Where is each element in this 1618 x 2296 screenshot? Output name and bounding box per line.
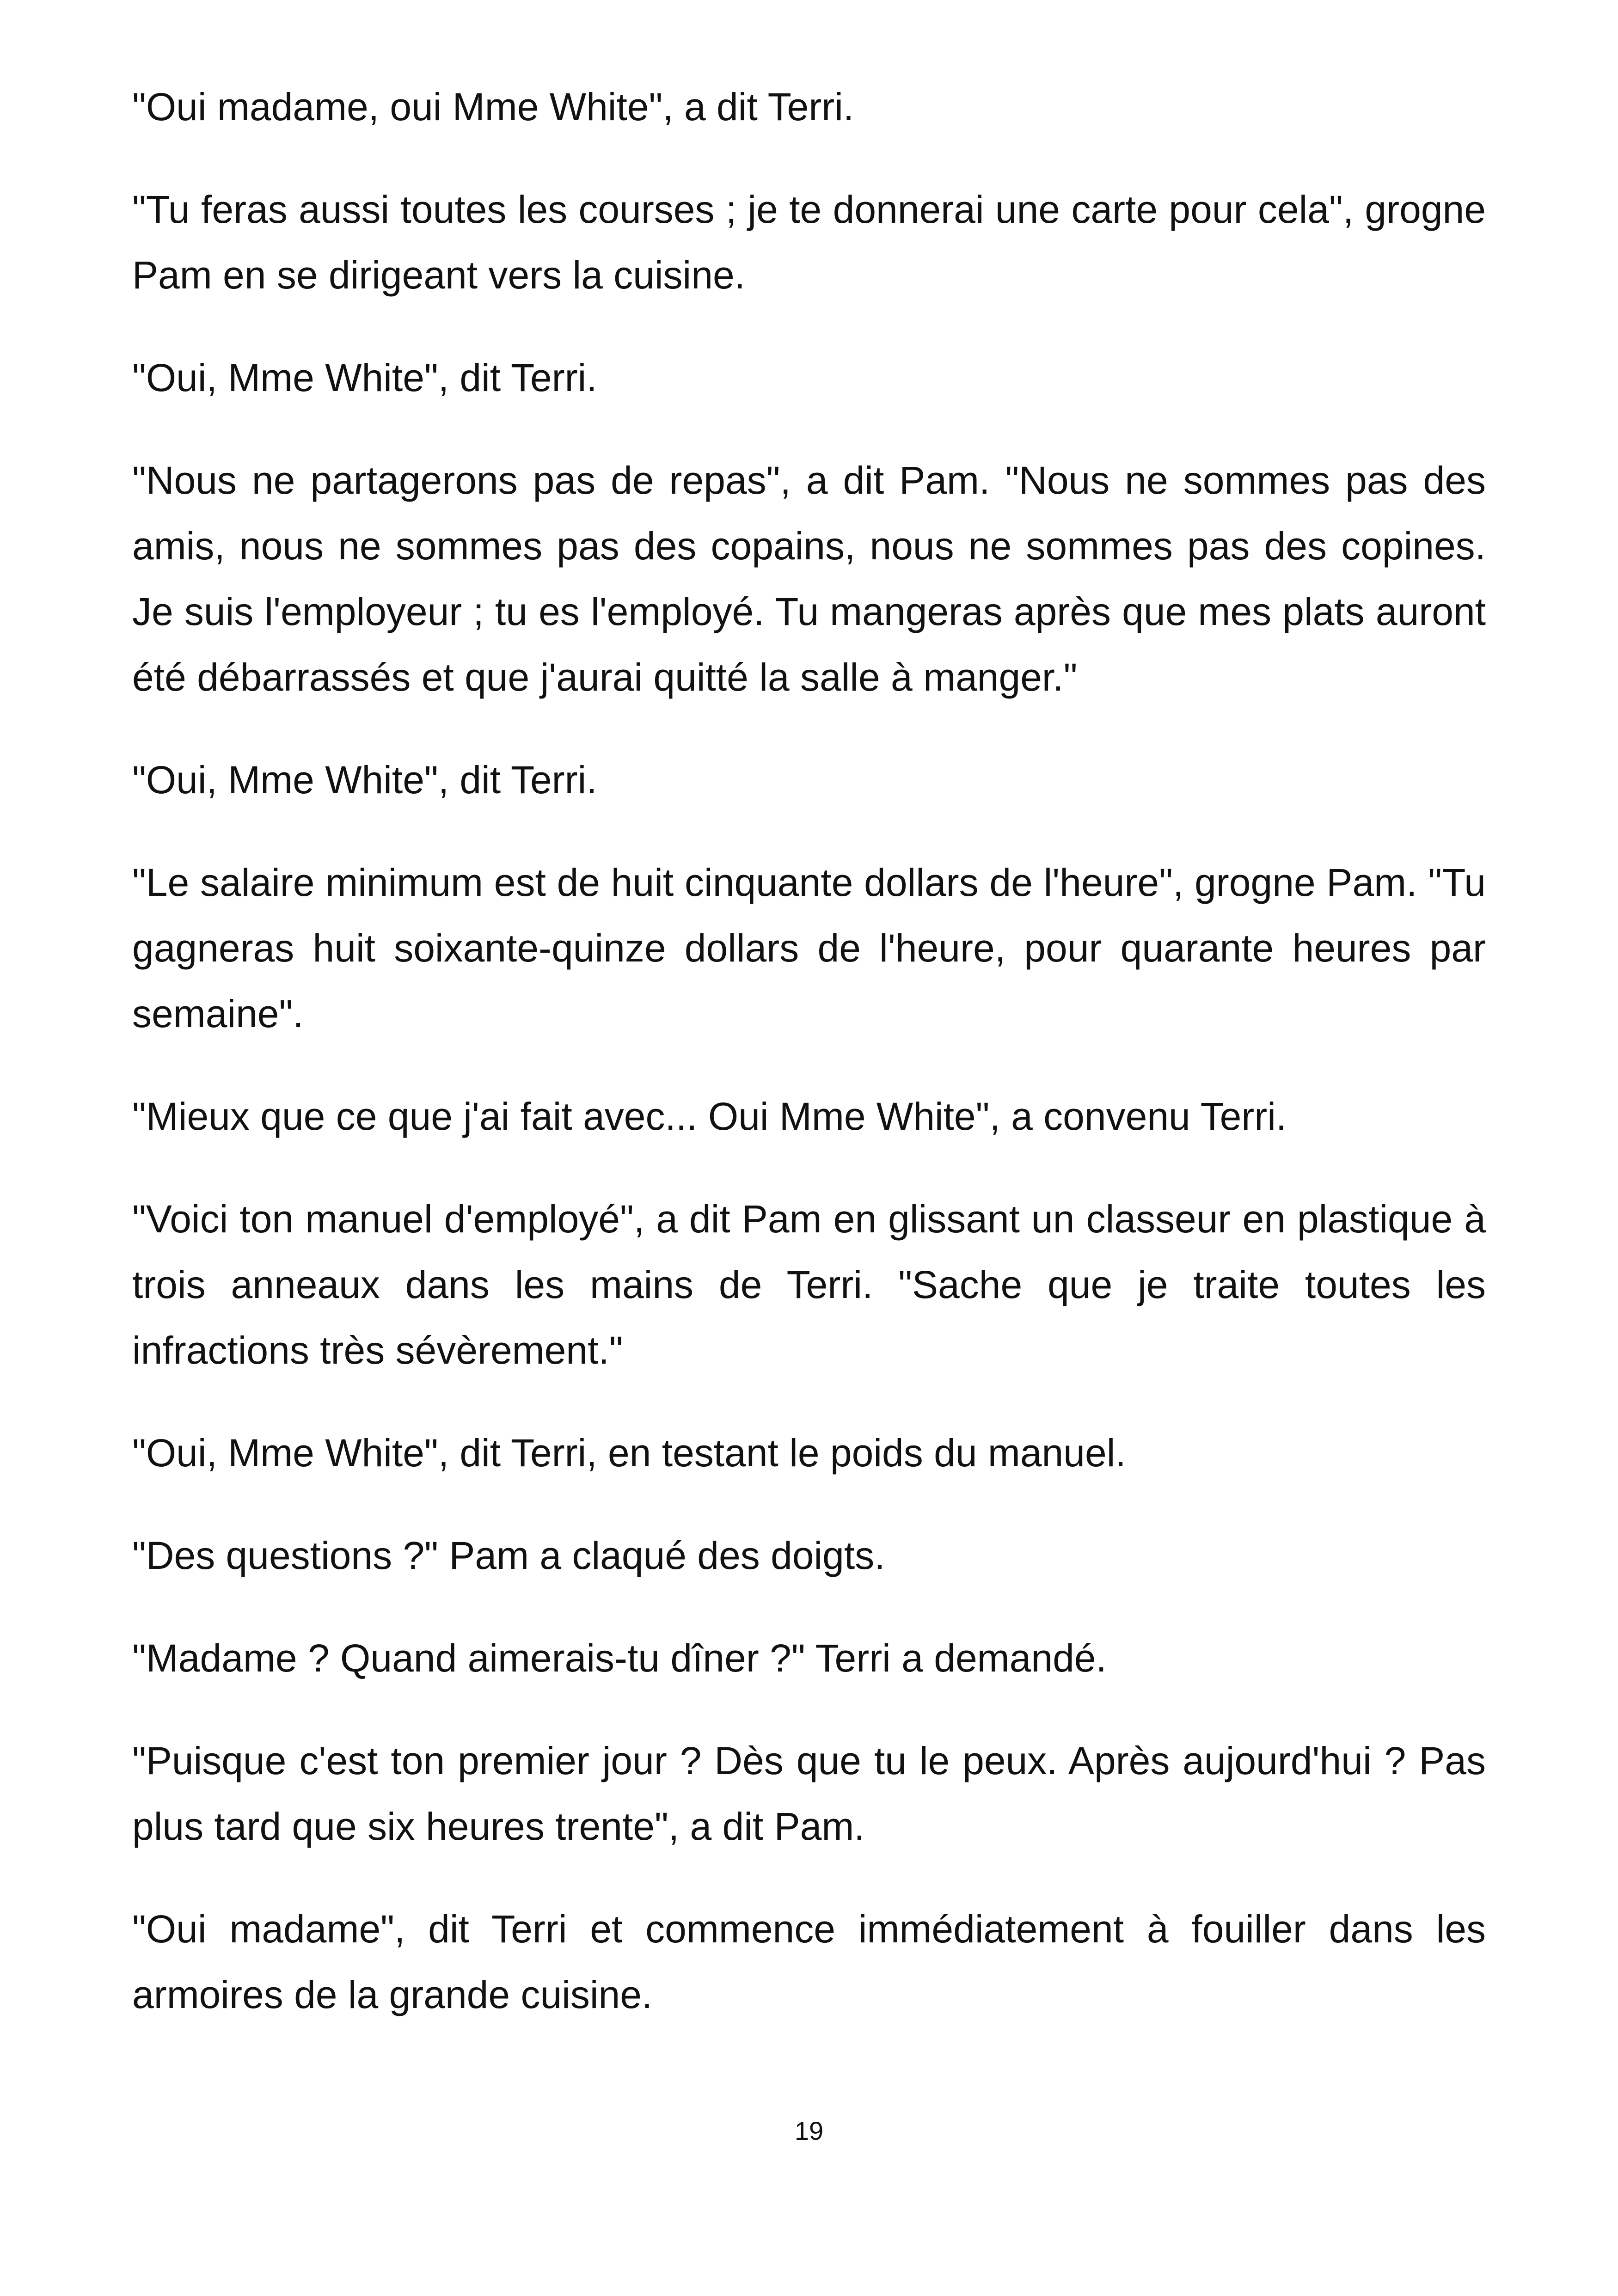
paragraph: "Oui, Mme White", dit Terri, en testant le poids du manuel. [132, 1431, 1126, 1475]
paragraph: "Puisque c'est ton premier jour ? Dès que tu le peux. Après aujourd'hui ? Pas plus tard que six heures trente", a dit Pam. [132, 1739, 1486, 1848]
paragraph: "Mieux que ce que j'ai fait avec... Oui Mme White", a convenu Terri. [132, 1095, 1287, 1138]
paragraph: "Oui madame", dit Terri et commence immédiatement à fouiller dans les armoires de la grande cuisine. [132, 1907, 1486, 2016]
paragraph: "Oui, Mme White", dit Terri. [132, 758, 597, 802]
paragraph: "Nous ne partagerons pas de repas", a dit Pam. "Nous ne sommes pas des amis, nous ne sommes pas des copains, nous ne sommes pas des copines. Je suis l'employeur ; tu es l'employé. Tu mangeras après que mes plats auront été débarrassés et que j'aurai quitté la salle à manger." [132, 459, 1486, 699]
paragraph: "Oui, Mme White", dit Terri. [132, 356, 597, 399]
paragraph: "Le salaire minimum est de huit cinquante dollars de l'heure", grogne Pam. "Tu gagneras huit soixante-quinze dollars de l'heure, pour quarante heures par semaine". [132, 861, 1486, 1035]
paragraph: "Voici ton manuel d'employé", a dit Pam en glissant un classeur en plastique à trois anneaux dans les mains de Terri. "Sache que je traite toutes les infractions très sévèrement." [132, 1197, 1486, 1372]
paragraph: "Oui madame, oui Mme White", a dit Terri. [132, 85, 854, 129]
paragraph: "Des questions ?" Pam a claqué des doigts. [132, 1534, 885, 1577]
page-body [132, 74, 1486, 2027]
paragraph: "Madame ? Quand aimerais-tu dîner ?" Terri a demandé. [132, 1636, 1107, 1680]
page-number: 19 [794, 2116, 824, 2145]
paragraph: "Tu feras aussi toutes les courses ; je te donnerai une carte pour cela", grogne Pam en se dirigeant vers la cuisine. [132, 188, 1486, 297]
